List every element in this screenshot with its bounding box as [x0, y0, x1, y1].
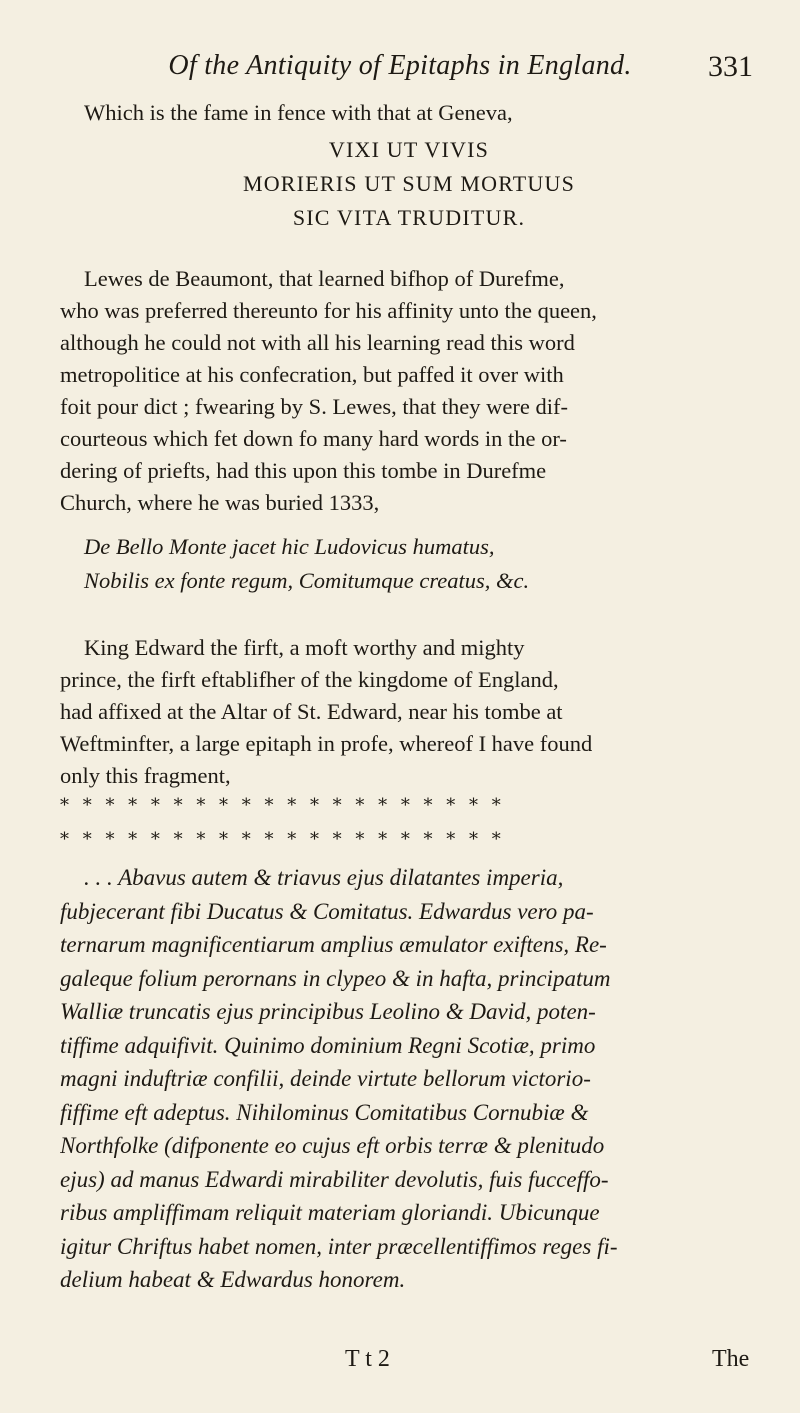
text-line: dering of priefts, had this upon this tombe in Durefme [60, 458, 547, 483]
intro-block [60, 97, 758, 129]
latin-line: Northfolke (difponente eo cujus eft orbis terræ & plenitudo [60, 1133, 605, 1158]
lacuna-asterisks-2: * * * * * * * * * * * * * * * * * * * * [60, 829, 505, 850]
text-line: Weftminfter, a large epitaph in profe, whereof I have found [60, 731, 593, 756]
epitaph-line: De Bello Monte jacet hic Ludovicus humatus, [84, 534, 495, 559]
text-line: who was preferred thereunto for his affinity unto the queen, [60, 298, 597, 323]
latin-line: ejus) ad manus Edwardi mirabiliter devolutis, fuis fucceffo- [60, 1166, 609, 1192]
paragraph-edward [60, 632, 758, 792]
catchword: The [712, 1346, 750, 1372]
epitaph-line: VIXI UT VIVIS [328, 137, 490, 162]
signature-mark: T t 2 [345, 1346, 390, 1372]
epitaph-beaumont [60, 530, 758, 598]
running-title: Of the Antiquity of Epitaphs in England. [168, 50, 632, 81]
latin-line: ternarum magnificentiarum amplius æmulator exiftens, Re- [60, 932, 607, 957]
epitaph-line: Nobilis ex fonte regum, Comitumque creatus, &c. [84, 568, 530, 593]
lacuna-asterisks-1: * * * * * * * * * * * * * * * * * * * * [60, 795, 505, 816]
latin-line: . . . Abavus autem & triavus ejus dilatantes imperia, [84, 865, 564, 890]
text-line: foit pour dict ; fwearing by S. Lewes, that they were dif- [60, 394, 568, 419]
latin-line: fubjecerant fibi Ducatus & Comitatus. Edwardus vero pa- [60, 898, 594, 924]
latin-line: tiffime adquifivit. Quinimo dominium Regni Scotiæ, primo [60, 1032, 596, 1058]
latin-line: delium habeat & Edwardus honorem. [60, 1267, 406, 1292]
epitaph-line: MORIERIS UT SUM MORTUUS [242, 171, 576, 196]
latin-line: ribus ampliffimam reliquit materiam gloriandi. Ubicunque [60, 1200, 600, 1225]
text-line: although he could not with all his learning read this word [60, 330, 575, 355]
epitaph-line: SIC VITA TRUDITUR. [292, 205, 526, 230]
latin-line: fiffime eft adeptus. Nihilominus Comitatibus Cornubiæ & [60, 1099, 589, 1125]
text-line: courteous which fet down fo many hard words in the or- [60, 426, 567, 451]
text-line: Church, where he was buried 1333, [60, 490, 380, 515]
paragraph-beaumont [60, 263, 758, 519]
text-line: only this fragment, [60, 763, 231, 788]
intro-line: Which is the fame in fence with that at Geneva, [84, 100, 513, 125]
page-number: 331 [708, 50, 753, 83]
text-line: metropolitice at his confecration, but paffed it over with [60, 362, 564, 387]
epitaph-vixi [60, 133, 758, 235]
text-line: prince, the firft eftablifher of the kingdome of England, [60, 667, 559, 692]
latin-epitaph [60, 861, 758, 1297]
latin-line: Walliæ truncatis ejus principibus Leolino & David, poten- [60, 999, 596, 1024]
text-line: Lewes de Beaumont, that learned bifhop of Durefme, [84, 266, 565, 291]
text-line: King Edward the firft, a moft worthy and mighty [84, 635, 525, 660]
text-line: had affixed at the Altar of St. Edward, near his tombe at [60, 699, 563, 724]
latin-line: galeque folium perornans in clypeo & in hafta, principatum [60, 965, 611, 991]
latin-line: magni induftriæ confilii, deinde virtute bellorum victorio- [60, 1066, 591, 1091]
latin-line: igitur Chriftus habet nomen, inter præcellentiffimos reges fi- [60, 1233, 618, 1259]
